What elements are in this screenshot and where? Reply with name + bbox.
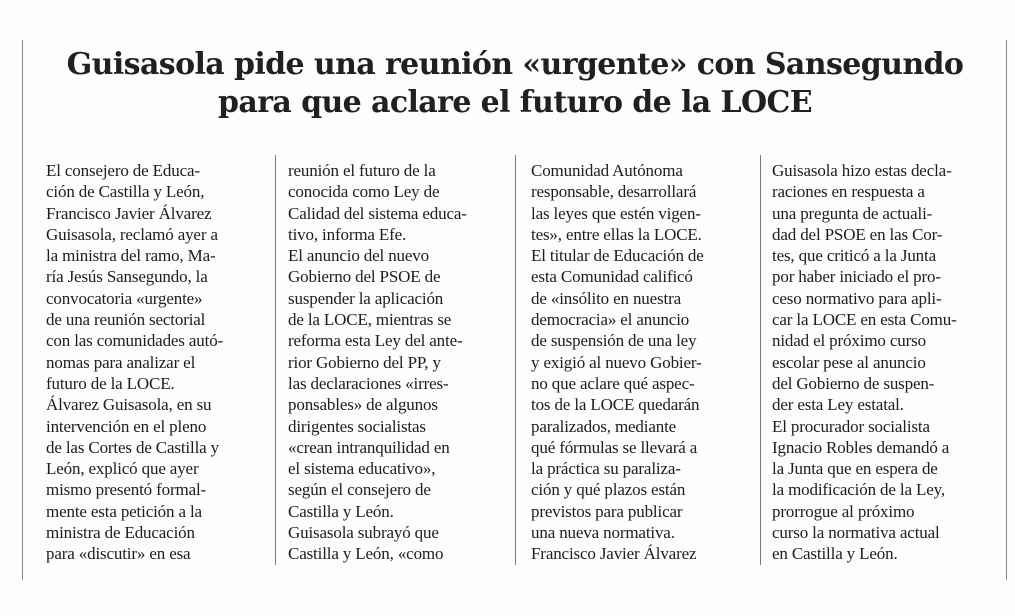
text-line: ría Jesús Sansegundo, la — [46, 267, 208, 287]
text-line: León, explicó que ayer — [46, 459, 199, 479]
text-line: Comunidad Autónoma — [531, 161, 683, 180]
text-line: ponsables» de algunos — [288, 395, 438, 415]
text-line: la práctica su paraliza- — [531, 459, 681, 479]
text-line: mente esta petición a la — [46, 501, 202, 521]
text-line: según el consejero de — [288, 480, 431, 500]
text-line: democracia» el anuncio — [531, 310, 690, 330]
text-line: Ignacio Robles demandó a — [772, 437, 950, 457]
text-line: las declaraciones «irres- — [288, 373, 449, 393]
text-line: conocida como Ley de — [288, 182, 440, 202]
text-line: previstos para publicar — [531, 501, 683, 521]
text-line: la modificación de la Ley, — [772, 480, 945, 500]
text-line: esta Comunidad calificó — [531, 267, 693, 287]
text-line: una nueva normativa. — [531, 523, 675, 543]
article-column-2 — [288, 160, 506, 570]
text-line: para «discutir» en esa — [46, 544, 191, 564]
text-line: la ministra del ramo, Ma- — [46, 246, 216, 266]
clipping-right-edge — [1006, 40, 1007, 580]
text-line: curso la normativa actual — [772, 523, 940, 543]
text-line: una pregunta de actuali- — [772, 203, 933, 223]
clipping-left-edge — [22, 40, 23, 580]
text-line: de suspensión de una ley — [531, 331, 697, 351]
text-line: la Junta que en espera de — [772, 459, 938, 479]
text-line: mismo presentó formal- — [46, 480, 207, 500]
text-line: de las Cortes de Castilla y — [46, 437, 219, 457]
text-line: nomas para analizar el — [46, 352, 196, 372]
text-line: con las comunidades autó- — [46, 331, 224, 351]
text-line: Guisasola hizo estas decla- — [772, 161, 952, 180]
text-line: prorrogue al próximo — [772, 501, 915, 521]
text-line: Álvarez Guisasola, en su — [46, 395, 212, 415]
text-line: las leyes que estén vigen- — [531, 203, 701, 223]
text-line: El anuncio del nuevo — [288, 246, 429, 266]
text-line: paralizados, mediante — [531, 416, 677, 436]
text-line: de «insólito en nuestra — [531, 288, 681, 308]
text-line: dad del PSOE en las Cor- — [772, 224, 943, 244]
text-line: Francisco Javier Álvarez — [531, 544, 697, 564]
text-line: El consejero de Educa- — [46, 161, 200, 180]
text-line: tos de la LOCE quedarán — [531, 395, 700, 415]
text-line: Francisco Javier Álvarez — [46, 203, 212, 223]
text-line: El titular de Educación de — [531, 246, 704, 266]
text-line: «crean intranquilidad en — [288, 437, 450, 457]
article-column-3 — [531, 160, 749, 570]
text-line: responsable, desarrollará — [531, 182, 697, 202]
text-line: ción de Castilla y León, — [46, 182, 205, 202]
text-line: convocatoria «urgente» — [46, 288, 203, 308]
text-line: suspender la aplicación — [288, 288, 444, 308]
text-line: Gobierno del PSOE de — [288, 267, 441, 287]
text-line: tes, que criticó a la Junta — [772, 246, 936, 266]
text-line: intervención en el pleno — [46, 416, 207, 436]
article-column-1 — [46, 160, 264, 570]
text-line: reunión el futuro de la — [288, 161, 436, 180]
text-line: Castilla y León, «como — [288, 544, 444, 564]
text-line: Guisasola subrayó que — [288, 523, 439, 543]
text-line: de la LOCE, mientras se — [288, 310, 452, 330]
text-line: nidad el próximo curso — [772, 331, 926, 351]
text-line: qué fórmulas se llevará a — [531, 437, 698, 457]
article-column-4 — [772, 160, 990, 570]
text-line: no que aclare qué aspec- — [531, 373, 695, 393]
text-line: der esta Ley estatal. — [772, 395, 904, 415]
text-line: raciones en respuesta a — [772, 182, 925, 202]
text-line: tes», entre ellas la LOCE. — [531, 224, 702, 244]
text-line: y exigió al nuevo Gobier- — [531, 352, 702, 372]
text-line: en Castilla y León. — [772, 544, 898, 564]
text-line: ción y qué plazos están — [531, 480, 686, 500]
text-line: dirigentes socialistas — [288, 416, 426, 436]
text-line: del Gobierno de suspen- — [772, 373, 935, 393]
article-body — [46, 160, 1001, 570]
text-line: ministra de Educación — [46, 523, 195, 543]
text-line: de una reunión sectorial — [46, 310, 206, 330]
text-line: car la LOCE en esta Comu- — [772, 310, 957, 330]
text-line: reforma esta Ley del ante- — [288, 331, 463, 351]
text-line: rior Gobierno del PP, y — [288, 352, 441, 372]
text-line: El procurador socialista — [772, 416, 930, 436]
text-line: escolar pese al anuncio — [772, 352, 926, 372]
text-line: tivo, informa Efe. — [288, 224, 407, 244]
text-line: Guisasola, reclamó ayer a — [46, 224, 218, 244]
text-line: por haber iniciado el pro- — [772, 267, 941, 287]
text-line: ceso normativo para apli- — [772, 288, 942, 308]
article-headline: Guisasola pide una reunión «urgente» con Sansegundo para que aclare el futuro de la LOCE — [66, 47, 964, 120]
text-line: Calidad del sistema educa- — [288, 203, 467, 223]
text-line: el sistema educativo», — [288, 459, 436, 479]
text-line: futuro de la LOCE. — [46, 373, 175, 393]
text-line: Castilla y León. — [288, 501, 394, 521]
